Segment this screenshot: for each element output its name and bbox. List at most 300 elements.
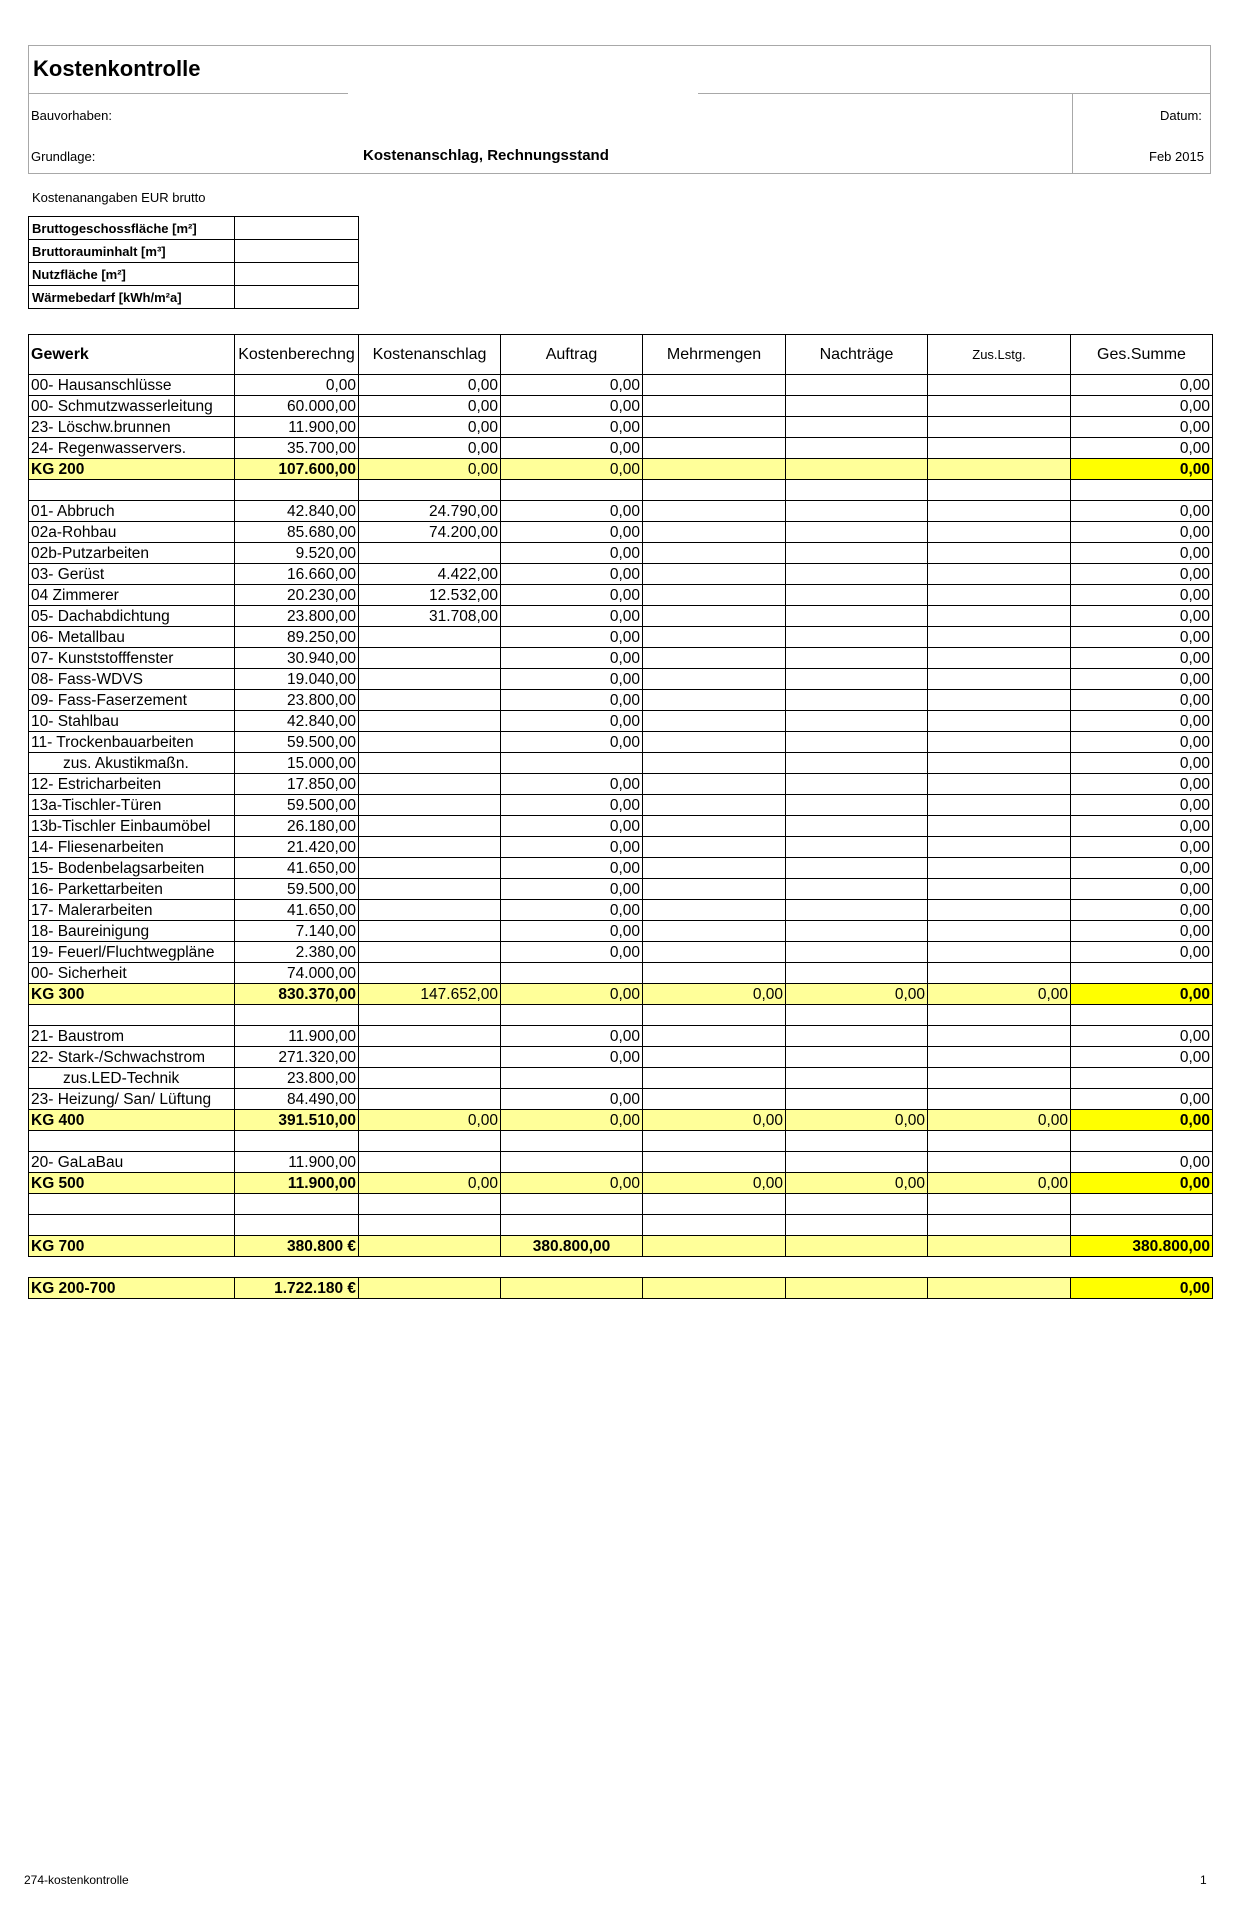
gewerk-cell: 15- Bodenbelagsarbeiten	[29, 858, 235, 879]
value-cell	[928, 753, 1071, 774]
value-cell	[643, 1005, 786, 1026]
value-cell: 0,00	[1071, 816, 1213, 837]
value-cell	[359, 1047, 501, 1068]
value-cell	[643, 837, 786, 858]
area-label: Bruttorauminhalt [m³]	[29, 240, 235, 263]
value-cell	[359, 480, 501, 501]
value-cell	[928, 1131, 1071, 1152]
value-cell	[235, 1005, 359, 1026]
value-cell	[359, 1131, 501, 1152]
value-cell	[359, 1068, 501, 1089]
table-row	[29, 438, 1213, 459]
value-cell	[786, 1278, 928, 1299]
value-cell	[643, 1257, 786, 1278]
value-cell: 0,00	[501, 942, 643, 963]
col-header: Kostenberechng	[235, 335, 359, 375]
value-cell	[786, 732, 928, 753]
gewerk-cell: 22- Stark-/Schwachstrom	[29, 1047, 235, 1068]
value-cell: 0,00	[786, 1173, 928, 1194]
value-cell	[786, 669, 928, 690]
table-row	[29, 417, 1213, 438]
value-cell	[643, 1152, 786, 1173]
area-value	[235, 217, 359, 240]
value-cell	[359, 774, 501, 795]
value-cell	[359, 690, 501, 711]
value-cell: 0,00	[1071, 879, 1213, 900]
value-cell	[1071, 1257, 1213, 1278]
gewerk-cell: 10- Stahlbau	[29, 711, 235, 732]
gewerk-cell: 01- Abbruch	[29, 501, 235, 522]
value-cell	[643, 606, 786, 627]
value-cell: 0,00	[928, 984, 1071, 1005]
value-cell: 59.500,00	[235, 732, 359, 753]
value-cell: 0,00	[359, 417, 501, 438]
value-cell: 0,00	[1071, 1278, 1213, 1299]
gewerk-cell: 02b-Putzarbeiten	[29, 543, 235, 564]
table-row	[29, 795, 1213, 816]
value-cell: 59.500,00	[235, 879, 359, 900]
header-box	[28, 45, 1211, 174]
value-cell	[786, 375, 928, 396]
gewerk-cell: 07- Kunststofffenster	[29, 648, 235, 669]
value-cell	[359, 942, 501, 963]
value-cell	[643, 690, 786, 711]
value-cell	[643, 1194, 786, 1215]
value-cell: 0,00	[359, 1110, 501, 1131]
value-cell	[928, 648, 1071, 669]
value-cell	[928, 942, 1071, 963]
gewerk-cell: KG 300	[29, 984, 235, 1005]
area-value	[235, 263, 359, 286]
value-cell: 0,00	[501, 900, 643, 921]
value-cell: 0,00	[643, 1110, 786, 1131]
value-cell: 0,00	[501, 1047, 643, 1068]
value-cell	[643, 1131, 786, 1152]
gewerk-cell	[29, 1257, 235, 1278]
value-cell	[643, 564, 786, 585]
gewerk-cell: 19- Feuerl/Fluchtwegpläne	[29, 942, 235, 963]
gewerk-cell: 23- Heizung/ San/ Lüftung	[29, 1089, 235, 1110]
value-cell	[786, 627, 928, 648]
value-cell: 0,00	[501, 732, 643, 753]
value-cell	[359, 1005, 501, 1026]
value-cell	[359, 732, 501, 753]
table-row	[29, 1089, 1213, 1110]
value-cell	[928, 669, 1071, 690]
value-cell: 0,00	[501, 921, 643, 942]
value-cell: 380.800 €	[235, 1236, 359, 1257]
value-cell: 16.660,00	[235, 564, 359, 585]
value-cell	[928, 858, 1071, 879]
gewerk-cell: 13b-Tischler Einbaumöbel	[29, 816, 235, 837]
value-cell	[501, 1152, 643, 1173]
value-cell	[928, 564, 1071, 585]
value-cell: 74.000,00	[235, 963, 359, 984]
value-cell	[1071, 480, 1213, 501]
value-cell: 0,00	[501, 837, 643, 858]
area-label: Nutzfläche [m²]	[29, 263, 235, 286]
gewerk-cell: 21- Baustrom	[29, 1026, 235, 1047]
gewerk-cell: 12- Estricharbeiten	[29, 774, 235, 795]
value-cell	[928, 1068, 1071, 1089]
value-cell: 391.510,00	[235, 1110, 359, 1131]
grundlage-value: Kostenanschlag, Rechnungsstand	[363, 147, 609, 164]
value-cell: 0,00	[1071, 417, 1213, 438]
table-row	[29, 501, 1213, 522]
value-cell	[501, 1215, 643, 1236]
value-cell: 0,00	[1071, 1110, 1213, 1131]
value-cell	[786, 1257, 928, 1278]
value-cell: 0,00	[501, 1110, 643, 1131]
value-cell	[786, 417, 928, 438]
value-cell	[359, 879, 501, 900]
value-cell: 0,00	[1071, 606, 1213, 627]
col-header: Zus.Lstg.	[928, 335, 1071, 375]
value-cell	[643, 396, 786, 417]
value-cell	[359, 627, 501, 648]
value-cell: 0,00	[501, 711, 643, 732]
value-cell: 0,00	[1071, 1047, 1213, 1068]
value-cell: 89.250,00	[235, 627, 359, 648]
value-cell	[928, 438, 1071, 459]
value-cell	[1071, 963, 1213, 984]
value-cell: 26.180,00	[235, 816, 359, 837]
value-cell: 23.800,00	[235, 690, 359, 711]
value-cell	[928, 795, 1071, 816]
divider	[698, 93, 1211, 94]
area-label: Bruttogeschossfläche [m²]	[29, 217, 235, 240]
value-cell: 0,00	[501, 1026, 643, 1047]
gewerk-cell: 08- Fass-WDVS	[29, 669, 235, 690]
value-cell: 0,00	[786, 1110, 928, 1131]
value-cell: 0,00	[501, 459, 643, 480]
value-cell	[235, 480, 359, 501]
value-cell: 41.650,00	[235, 858, 359, 879]
value-cell	[928, 690, 1071, 711]
value-cell	[359, 816, 501, 837]
value-cell: 0,00	[1071, 711, 1213, 732]
value-cell	[359, 795, 501, 816]
value-cell	[643, 1278, 786, 1299]
value-cell: 23.800,00	[235, 1068, 359, 1089]
value-cell: 0,00	[1071, 501, 1213, 522]
subtotal-row	[29, 1278, 1213, 1299]
value-cell	[643, 459, 786, 480]
spacer-row	[29, 1194, 1213, 1215]
value-cell	[643, 1068, 786, 1089]
value-cell	[786, 711, 928, 732]
value-cell	[786, 1068, 928, 1089]
gewerk-cell	[29, 1005, 235, 1026]
value-cell: 41.650,00	[235, 900, 359, 921]
value-cell: 0,00	[1071, 942, 1213, 963]
gewerk-cell: 00- Sicherheit	[29, 963, 235, 984]
value-cell: 42.840,00	[235, 501, 359, 522]
gewerk-cell: KG 200	[29, 459, 235, 480]
value-cell	[928, 627, 1071, 648]
table-row	[29, 627, 1213, 648]
value-cell	[928, 732, 1071, 753]
table-row	[29, 921, 1213, 942]
gewerk-cell	[29, 480, 235, 501]
value-cell: 23.800,00	[235, 606, 359, 627]
bauvorhaben-label: Bauvorhaben:	[31, 108, 112, 123]
value-cell: 0,00	[1071, 795, 1213, 816]
value-cell: 0,00	[501, 606, 643, 627]
value-cell: 0,00	[501, 648, 643, 669]
spacer-row	[29, 1005, 1213, 1026]
value-cell	[786, 648, 928, 669]
gewerk-cell	[29, 1215, 235, 1236]
gewerk-cell: 02a-Rohbau	[29, 522, 235, 543]
value-cell: 21.420,00	[235, 837, 359, 858]
table-row	[29, 858, 1213, 879]
value-cell	[786, 1215, 928, 1236]
value-cell: 0,00	[1071, 1152, 1213, 1173]
table-row	[29, 522, 1213, 543]
table-row	[29, 375, 1213, 396]
value-cell: 0,00	[1071, 396, 1213, 417]
value-cell	[928, 501, 1071, 522]
table-row	[29, 669, 1213, 690]
value-cell	[1071, 1194, 1213, 1215]
value-cell: 0,00	[1071, 732, 1213, 753]
value-cell	[643, 1215, 786, 1236]
value-cell	[643, 1236, 786, 1257]
value-cell: 107.600,00	[235, 459, 359, 480]
value-cell: 9.520,00	[235, 543, 359, 564]
value-cell	[786, 774, 928, 795]
table-row	[29, 1026, 1213, 1047]
subtotal-row	[29, 459, 1213, 480]
footer-page-number: 1	[1200, 1873, 1207, 1887]
value-cell	[786, 501, 928, 522]
value-cell	[501, 1131, 643, 1152]
value-cell: 0,00	[928, 1173, 1071, 1194]
value-cell: 0,00	[501, 858, 643, 879]
gewerk-cell: 16- Parkettarbeiten	[29, 879, 235, 900]
value-cell	[786, 1194, 928, 1215]
datum-label: Datum:	[1160, 108, 1202, 123]
value-cell: 0,00	[501, 816, 643, 837]
col-header: Mehrmengen	[643, 335, 786, 375]
value-cell: 380.800,00	[1071, 1236, 1213, 1257]
table-row	[29, 564, 1213, 585]
value-cell: 60.000,00	[235, 396, 359, 417]
value-cell: 7.140,00	[235, 921, 359, 942]
gewerk-cell: 09- Fass-Faserzement	[29, 690, 235, 711]
gewerk-cell: KG 400	[29, 1110, 235, 1131]
gewerk-cell: 04 Zimmerer	[29, 585, 235, 606]
value-cell	[928, 417, 1071, 438]
value-cell	[1071, 1131, 1213, 1152]
value-cell: 0,00	[1071, 585, 1213, 606]
value-cell	[359, 1257, 501, 1278]
value-cell	[786, 585, 928, 606]
col-header: Kostenanschlag	[359, 335, 501, 375]
col-header: Nachträge	[786, 335, 928, 375]
value-cell	[359, 648, 501, 669]
divider	[28, 93, 348, 94]
gewerk-cell: 11- Trockenbauarbeiten	[29, 732, 235, 753]
value-cell: 0,00	[1071, 438, 1213, 459]
value-cell	[928, 375, 1071, 396]
col-header: Ges.Summe	[1071, 335, 1213, 375]
value-cell: 0,00	[643, 984, 786, 1005]
value-cell	[928, 1026, 1071, 1047]
table-row	[29, 606, 1213, 627]
value-cell: 0,00	[1071, 753, 1213, 774]
value-cell: 0,00	[1071, 774, 1213, 795]
value-cell	[643, 816, 786, 837]
value-cell: 0,00	[1071, 900, 1213, 921]
value-cell	[235, 1215, 359, 1236]
value-cell	[359, 1089, 501, 1110]
value-cell	[643, 795, 786, 816]
area-value	[235, 286, 359, 309]
value-cell: 0,00	[501, 627, 643, 648]
value-cell	[786, 858, 928, 879]
value-cell	[928, 396, 1071, 417]
divider	[1072, 93, 1073, 174]
footer-filename: 274-kostenkontrolle	[24, 1873, 129, 1887]
value-cell: 147.652,00	[359, 984, 501, 1005]
value-cell	[643, 942, 786, 963]
value-cell	[643, 543, 786, 564]
value-cell	[786, 879, 928, 900]
value-cell	[928, 1278, 1071, 1299]
value-cell	[643, 522, 786, 543]
value-cell: 0,00	[501, 669, 643, 690]
gewerk-cell: zus. Akustikmaßn.	[29, 753, 235, 774]
value-cell	[359, 900, 501, 921]
value-cell	[643, 879, 786, 900]
table-row	[29, 774, 1213, 795]
value-cell	[359, 711, 501, 732]
spacer-row	[29, 1131, 1213, 1152]
gewerk-cell: 20- GaLaBau	[29, 1152, 235, 1173]
area-label: Wärmebedarf [kWh/m²a]	[29, 286, 235, 309]
gewerk-cell: KG 700	[29, 1236, 235, 1257]
value-cell	[643, 963, 786, 984]
value-cell: 830.370,00	[235, 984, 359, 1005]
table-row	[29, 879, 1213, 900]
value-cell: 0,00	[1071, 1026, 1213, 1047]
value-cell: 0,00	[501, 585, 643, 606]
value-cell	[928, 1047, 1071, 1068]
value-cell	[786, 564, 928, 585]
value-cell	[501, 1194, 643, 1215]
value-cell	[643, 921, 786, 942]
value-cell	[928, 963, 1071, 984]
value-cell	[359, 837, 501, 858]
gewerk-cell	[29, 1131, 235, 1152]
value-cell	[359, 753, 501, 774]
table-row	[29, 942, 1213, 963]
value-cell	[359, 1026, 501, 1047]
value-cell: 59.500,00	[235, 795, 359, 816]
cost-table	[28, 334, 1213, 1299]
table-row	[29, 585, 1213, 606]
value-cell	[928, 879, 1071, 900]
value-cell	[643, 648, 786, 669]
area-row	[29, 286, 359, 309]
value-cell	[643, 627, 786, 648]
value-cell	[643, 1047, 786, 1068]
value-cell	[501, 753, 643, 774]
value-cell: 85.680,00	[235, 522, 359, 543]
value-cell	[235, 1131, 359, 1152]
value-cell	[928, 480, 1071, 501]
value-cell	[786, 942, 928, 963]
table-row	[29, 1047, 1213, 1068]
value-cell: 4.422,00	[359, 564, 501, 585]
value-cell	[928, 1215, 1071, 1236]
value-cell: 380.800,00	[501, 1236, 643, 1257]
value-cell: 0,00	[1071, 627, 1213, 648]
value-cell: 0,00	[501, 438, 643, 459]
value-cell	[928, 900, 1071, 921]
value-cell: 0,00	[501, 396, 643, 417]
value-cell	[928, 606, 1071, 627]
value-cell: 20.230,00	[235, 585, 359, 606]
value-cell	[501, 1068, 643, 1089]
value-cell	[786, 1026, 928, 1047]
col-header: Auftrag	[501, 335, 643, 375]
value-cell	[643, 858, 786, 879]
value-cell	[786, 1152, 928, 1173]
value-cell: 0,00	[501, 774, 643, 795]
value-cell: 0,00	[1071, 543, 1213, 564]
value-cell	[643, 669, 786, 690]
gewerk-cell: 18- Baureinigung	[29, 921, 235, 942]
value-cell	[786, 1089, 928, 1110]
value-cell	[643, 585, 786, 606]
value-cell: 84.490,00	[235, 1089, 359, 1110]
value-cell	[786, 1005, 928, 1026]
value-cell	[359, 1152, 501, 1173]
value-cell	[928, 543, 1071, 564]
value-cell: 12.532,00	[359, 585, 501, 606]
value-cell	[643, 753, 786, 774]
value-cell: 0,00	[1071, 690, 1213, 711]
value-cell: 0,00	[501, 375, 643, 396]
value-cell	[786, 438, 928, 459]
value-cell	[643, 711, 786, 732]
value-cell: 0,00	[501, 879, 643, 900]
table-row	[29, 900, 1213, 921]
value-cell	[928, 816, 1071, 837]
value-cell	[786, 900, 928, 921]
value-cell	[643, 732, 786, 753]
value-cell: 0,00	[928, 1110, 1071, 1131]
value-cell	[928, 774, 1071, 795]
value-cell	[786, 921, 928, 942]
gewerk-cell: 05- Dachabdichtung	[29, 606, 235, 627]
value-cell	[235, 1194, 359, 1215]
value-cell	[501, 1278, 643, 1299]
value-cell: 0,00	[1071, 669, 1213, 690]
table-row	[29, 837, 1213, 858]
value-cell	[786, 1047, 928, 1068]
table-row	[29, 1068, 1213, 1089]
value-cell	[501, 480, 643, 501]
value-cell: 0,00	[786, 984, 928, 1005]
value-cell: 0,00	[235, 375, 359, 396]
value-cell	[359, 921, 501, 942]
value-cell	[928, 1236, 1071, 1257]
gewerk-cell: 00- Hausanschlüsse	[29, 375, 235, 396]
